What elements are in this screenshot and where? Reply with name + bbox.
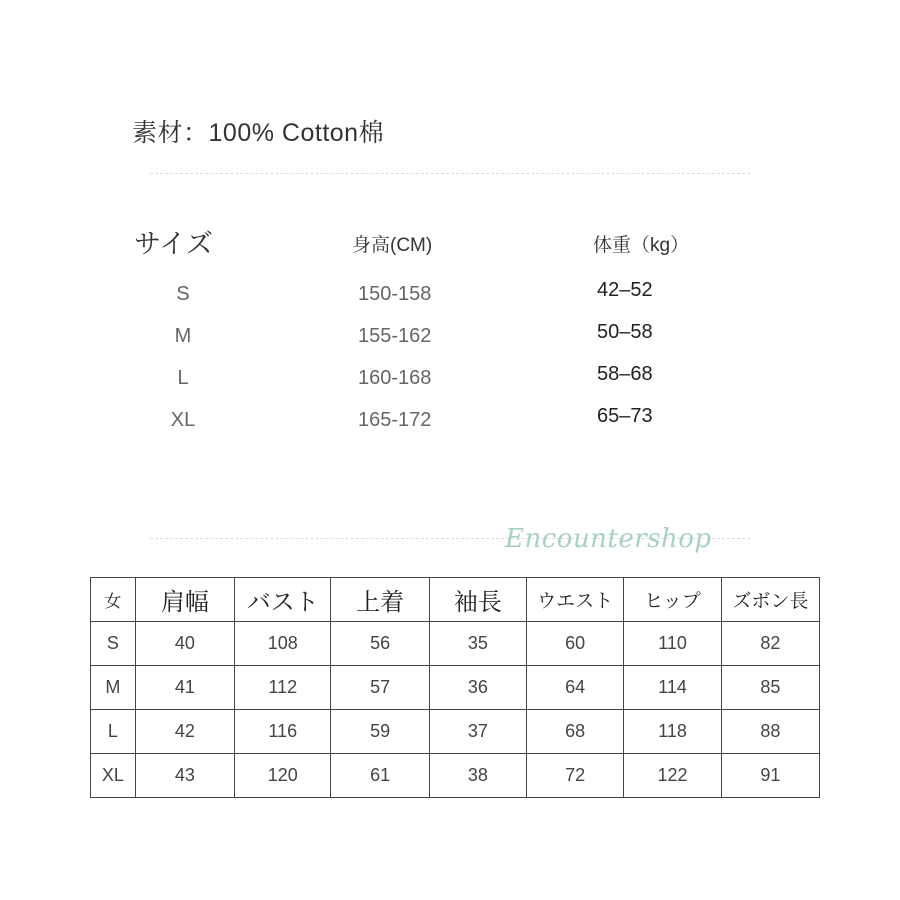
table-cell: 72 <box>527 754 624 798</box>
table-cell: 60 <box>527 622 624 666</box>
size-guide-size: M <box>174 325 192 347</box>
size-guide-size: XL <box>170 409 196 431</box>
table-cell: 43 <box>135 754 234 798</box>
table-header-cell: 上着 <box>331 578 429 622</box>
table-header-cell: ヒップ <box>624 578 721 622</box>
table-cell: 114 <box>624 666 721 710</box>
size-guide-weight: 58–68 <box>597 363 653 385</box>
table-cell: M <box>91 666 136 710</box>
shop-watermark: Encountershop <box>505 524 712 554</box>
size-guide-header-size: サイズ <box>134 229 213 260</box>
table-cell: 64 <box>527 666 624 710</box>
table-header-cell: バスト <box>235 578 331 622</box>
table-cell: 112 <box>235 666 331 710</box>
size-guide-size: S <box>176 283 190 305</box>
material-value: 100% Cotton棉 <box>208 119 385 147</box>
table-header-row <box>91 578 820 622</box>
table-cell: 116 <box>235 710 331 754</box>
table-cell: 59 <box>331 710 429 754</box>
table-header-cell: ウエスト <box>527 578 624 622</box>
size-guide-height: 165-172 <box>358 409 432 431</box>
table-cell: L <box>91 710 136 754</box>
size-guide-height: 155-162 <box>358 325 432 347</box>
size-guide-weight: 65–73 <box>597 405 653 427</box>
table-row <box>91 710 820 754</box>
table-cell: 120 <box>235 754 331 798</box>
table-row <box>91 754 820 798</box>
table-cell: 36 <box>429 666 526 710</box>
material-line <box>132 113 384 149</box>
table-cell: 37 <box>429 710 526 754</box>
table-cell: 56 <box>331 622 429 666</box>
table-cell: 82 <box>721 622 819 666</box>
table-cell: 108 <box>235 622 331 666</box>
size-guide-height: 160-168 <box>358 367 432 389</box>
table-cell: 91 <box>721 754 819 798</box>
table-cell: 42 <box>135 710 234 754</box>
size-guide-size: L <box>177 367 189 389</box>
material-label: 素材 <box>132 118 184 147</box>
table-header-cell: 肩幅 <box>135 578 234 622</box>
table-cell: 61 <box>331 754 429 798</box>
measurement-table <box>90 577 820 798</box>
table-cell: 57 <box>331 666 429 710</box>
table-cell: 68 <box>527 710 624 754</box>
table-cell: 85 <box>721 666 819 710</box>
table-header-cell: 袖長 <box>429 578 526 622</box>
size-guide-header-height: 身高(CM) <box>352 235 433 256</box>
dashed-divider-top <box>150 173 750 174</box>
table-header-cell: ズボン長 <box>721 578 819 622</box>
table-cell: 40 <box>135 622 234 666</box>
table-row <box>91 622 820 666</box>
size-guide-header-weight: 体重（kg） <box>593 235 690 256</box>
table-cell: 122 <box>624 754 721 798</box>
table-header-cell: 女 <box>91 578 136 622</box>
table-cell: 38 <box>429 754 526 798</box>
table-cell: 41 <box>135 666 234 710</box>
size-guide-weight: 50–58 <box>597 321 653 343</box>
size-guide-height: 150-158 <box>358 283 432 305</box>
table-cell: 118 <box>624 710 721 754</box>
table-cell: 110 <box>624 622 721 666</box>
table-cell: S <box>91 622 136 666</box>
size-guide-weight: 42–52 <box>597 279 653 301</box>
table-cell: XL <box>91 754 136 798</box>
table-cell: 88 <box>721 710 819 754</box>
table-cell: 35 <box>429 622 526 666</box>
material-separator: ： <box>183 119 209 147</box>
table-row <box>91 666 820 710</box>
